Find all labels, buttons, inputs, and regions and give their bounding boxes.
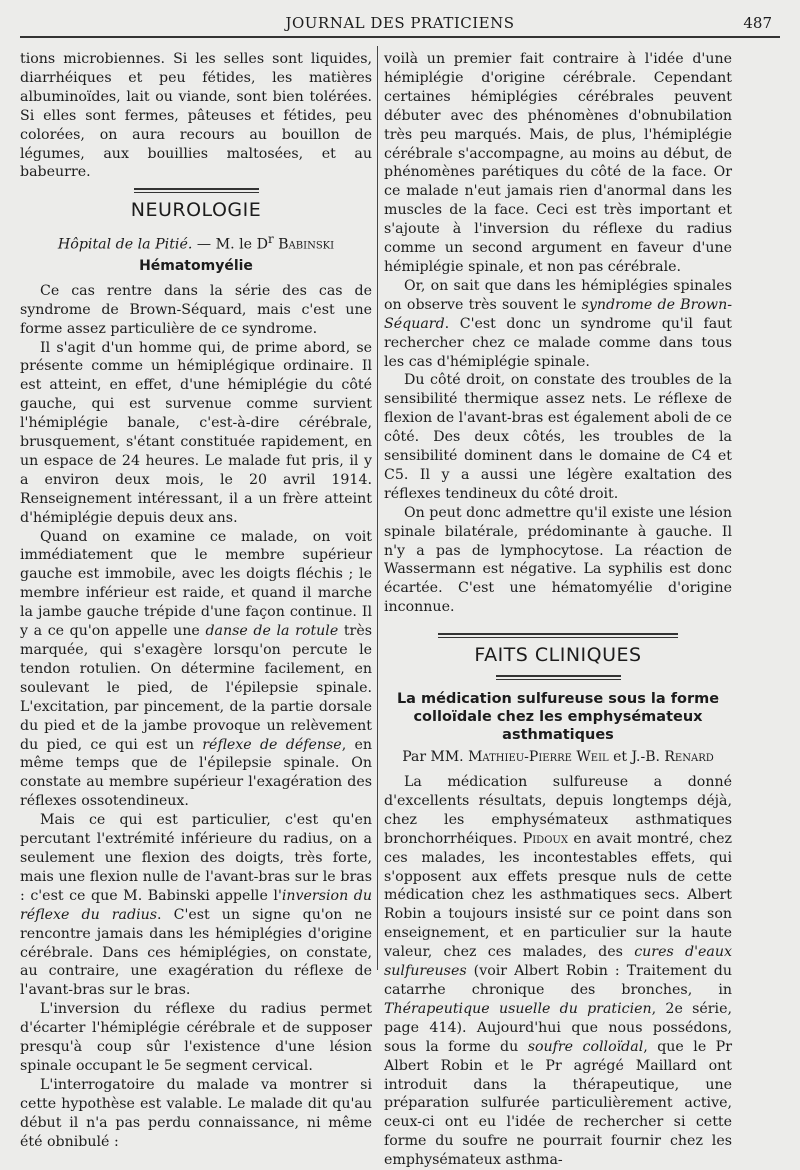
paragraph: Ce cas rentre dans la série des cas de syndrome de Brown-Séquard, mais c'est une forme assez particulière de ce syndrome. bbox=[20, 282, 372, 337]
paragraph: L'inversion du réflexe du radius permet d'écarter l'hémiplégie cérébrale et de supposer presqu'à coup sûr l'existence d'une lésion spinale occupant le 5e segment cervical. bbox=[20, 1001, 372, 1074]
section-rule bbox=[438, 633, 678, 638]
section-rule bbox=[134, 188, 259, 193]
text-run: en avait montré, chez ces malades, les incontestables effets, qui s'opposent aux effets presque nuls de cette médication chez les asthmatiques secs. Albert Robin a toujours insisté sur ce point dans son enseignement, et en particulier sur la haute valeur, chez ces malades, des bbox=[384, 830, 732, 961]
doctor-sup: r bbox=[267, 232, 274, 247]
byline-et: et J.-B. bbox=[608, 749, 665, 766]
author-2: Renard bbox=[664, 749, 714, 766]
page-number: 487 bbox=[743, 14, 772, 32]
hospital-name: Hôpital de la Pitié. bbox=[57, 236, 193, 253]
left-column bbox=[20, 50, 372, 1151]
page-header bbox=[20, 8, 780, 36]
text-run: (voir Albert Robin : Traitement du catarrhe chronique des bronches, in bbox=[384, 963, 732, 998]
text-run: , en même temps que de l'épilepsie spinale. On constate au membre supérieur l'exagération des réflexes ossotendineux. bbox=[20, 736, 373, 810]
italic-run: syndrome de Brown-Séquard bbox=[384, 296, 733, 332]
paragraph: Il s'agit d'un homme qui, de prime abord, se présente comme un hémiplégique ordinaire. Il est atteint, en effet, d'une hémiplégie du côté gauche, qui est survenue comme survient l'hémiplégie banale, c'est-à-dire cérébrale, brusquement, s'étant constituée rapidement, en un espace de 24 heures. Le malade fut pris, il y a environ deux mois, le 20 avril 1914. Renseignement intéressant, il a un frère atteint d'hémiplégie depuis deux ans. bbox=[20, 339, 372, 526]
column-divider bbox=[377, 46, 378, 970]
text-run: . C'est un signe qu'on ne rencontre jamais dans les hémiplégies d'origine cérébrale. Dans ces hémiplégies, on constate, au contraire, une exagération du réflexe de l'avant-bras sur le bras. bbox=[20, 906, 373, 999]
header-rule bbox=[20, 36, 780, 38]
paragraph: L'interrogatoire du malade va montrer si cette hypothèse est valable. Le malade dit qu'au début il n'a pas perdu connaissance, ni même été obnibulé : bbox=[20, 1076, 372, 1150]
italic-run: danse de la rotule bbox=[205, 623, 339, 640]
paragraph bbox=[384, 773, 732, 1170]
text-run: Or, on sait que dans les hémiplégies spinales on observe très souvent le bbox=[384, 277, 732, 313]
text-run: très marquée, qui s'exagère lorsqu'on percute le tendon rotulien. On détermine facilement, en soulevant le pied, de l'épilepsie spinale. L'excitation, par pincement, de la partie dorsale du pied et de la jambe provoque un relèvement du pied, ce qui est un bbox=[20, 623, 372, 753]
text-run: , 2e série, page 414). Aujourd'hui que nous possédons, sous la forme du bbox=[384, 1000, 732, 1055]
italic-run: inversion du réflexe du radius bbox=[20, 887, 372, 923]
byline bbox=[384, 748, 732, 767]
paragraph: tions microbiennes. Si les selles sont liquides, diarrhéiques et peu fétides, les matières albuminoïdes, lait ou viande, sont bien tolérées. Si elles sont fermes, pâteuses et fétides, peu colorées, on aura recours au bouillon de légumes, aux bouillies maltosées, et au babeurre. bbox=[20, 51, 372, 181]
italic-run: réflexe de défense bbox=[202, 736, 342, 753]
article-title: La médication sulfureuse sous la forme colloïdale chez les emphysémateux asthmatiques bbox=[396, 691, 720, 744]
paragraph: On peut donc admettre qu'il existe une lésion spinale bilatérale, prédominante à gauche. Il n'y a pas de lymphocytose. La réaction de Wassermann est négative. La syphilis est donc écartée. C'est une hématomyélie d'origine inconnue. bbox=[384, 504, 732, 616]
text-run: La médication sulfureuse a donné d'excellents résultats, depuis longtemps déjà, chez les emphysémateux asthmatiques bronchorrhéiques. bbox=[384, 774, 732, 847]
italic-run: Thérapeutique usuelle du praticien bbox=[384, 1000, 652, 1017]
author-1: Mathieu-Pierre Weil bbox=[468, 749, 609, 766]
text-run: Mais ce qui est particulier, c'est qu'en percutant l'extrémité inférieure du radius, on a seulement une flexion des doigts, très forte, mais une flexion nulle de l'avant-bras sur le bras : c'est ce que M. Babinski appelle l' bbox=[20, 812, 372, 904]
name-run: Pidoux bbox=[522, 830, 568, 847]
hospital-line bbox=[20, 230, 372, 255]
paragraph bbox=[384, 277, 732, 372]
article-subtitle: Hématomyélie bbox=[139, 257, 253, 274]
text-run: , que le Pr Albert Robin et le Pr agrégé Maillard ont introduit dans la thérapeutique, une préparation sulfurée particulièrement active, ceux-ci ont eu l'idée de rechercher si cette forme du soufre ne pourrait fournir chez les emphysémateux asthma- bbox=[384, 1038, 732, 1169]
paragraph: Du côté droit, on constate des troubles de la sensibilité thermique assez nets. Le réflexe de flexion de l'avant-bras est également aboli de ce côté. Des deux côtés, les troubles de la sensibilité dominent dans le domaine de C4 et C5. Il y a aussi une légère exaltation des réflexes tendineux du côté droit. bbox=[384, 372, 732, 502]
italic-run: cures d'eaux sulfureuses bbox=[384, 944, 733, 980]
paragraph bbox=[20, 528, 372, 812]
journal-title: JOURNAL DES PRATICIENS bbox=[285, 14, 515, 32]
section-rule bbox=[496, 675, 621, 680]
doctor-name: Babinski bbox=[278, 236, 335, 253]
paragraph: voilà un premier fait contraire à l'idée d'une hémiplégie d'origine cérébrale. Cependant certaines hémiplégies cérébrales peuvent débuter avec des phénomènes d'obnubilation très peu marqués. Mais, de plus, l'hémiplégie cérébrale s'accompagne, au moins au début, de phénomènes parétiques du côté de la face. Or ce malade n'eut jamais rien d'anormal dans les muscles de la face. Ceci est très important et s'ajoute à l'inversion du réflexe du radius comme un second argument en faveur d'une hémiplégie spinale, et non pas cérébrale. bbox=[384, 51, 732, 275]
italic-run: soufre colloïdal bbox=[527, 1038, 644, 1055]
text-run: Quand on examine ce malade, on voit immédiatement que le membre supérieur gauche est immobile, avec les doigts fléchis ; le membre inférieur est raide, et quand il marche la jambe gauche trépide d'une façon continue. Il y a ce qu'on appelle une bbox=[20, 528, 372, 640]
paragraph bbox=[20, 811, 372, 1000]
hospital-dash: — M. le D bbox=[192, 236, 268, 253]
right-column bbox=[384, 50, 732, 1170]
text-run: . C'est donc un syndrome qu'il faut rechercher chez ce malade comme dans tous les cas d'hémiplégie spinale. bbox=[384, 315, 732, 370]
section-title-faits-cliniques: FAITS CLINIQUES bbox=[474, 644, 642, 667]
byline-par: Par MM. bbox=[402, 749, 469, 766]
section-title-neurologie: NEUROLOGIE bbox=[130, 199, 262, 222]
